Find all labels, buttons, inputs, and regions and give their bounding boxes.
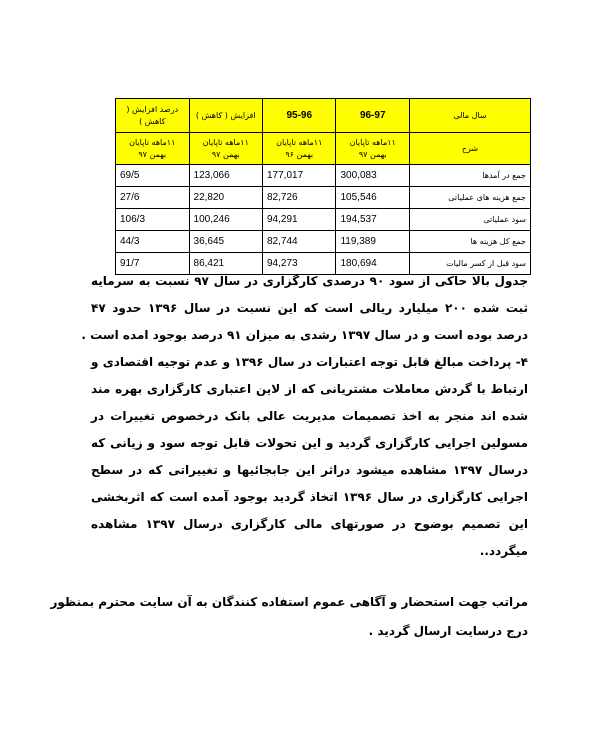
cell-value-95-96: 82,744 xyxy=(263,231,336,253)
text-line: ارتباط با گردش معاملات مشتریانی که از لاین اعتباری کارگزاری بهره مند xyxy=(91,382,528,396)
header-change: افزایش ( کاهش ) xyxy=(189,99,262,133)
cell-change: 86,421 xyxy=(189,253,262,275)
text-line: این تصمیم بوضوح در صورتهای مالی کارگزاری درسال ۱۳۹۷ مشاهده xyxy=(91,517,528,531)
text-line: میگردد.. xyxy=(479,544,528,558)
cell-value-96-97: 119,389 xyxy=(336,231,409,253)
table-row xyxy=(116,165,531,187)
subheader-period-96: ۱۱ماهه تاپایان بهمن ۹۶ xyxy=(263,133,336,165)
text-line: درصد بوده است و در سال ۱۳۹۷ رشدی به میزان ۹۱ درصد بوجود امده است . xyxy=(81,328,528,342)
text-line: مسولین اجرایی کارگزاری گردید و این تحولات قابل توجه سود و زیانی که xyxy=(91,436,528,450)
cell-change: 123,066 xyxy=(189,165,262,187)
row-label: جمع کل هزینه ها xyxy=(409,231,530,253)
cell-percent: 44/3 xyxy=(116,231,190,253)
table-row xyxy=(116,209,531,231)
text-line: ثبت شده ۲۰۰ میلیارد ریالی است که این نسبت در سال ۱۳۹۶ حدود ۴۷ xyxy=(91,301,528,315)
cell-change: 100,246 xyxy=(189,209,262,231)
paragraph-closing xyxy=(50,588,528,646)
cell-value-95-96: 94,273 xyxy=(263,253,336,275)
subheader-percent-period: ۱۱ماهه تاپایان بهمن ۹۷ xyxy=(116,133,190,165)
text-line: درسال ۱۳۹۷ مشاهده میشود دراثر این جابجائیها و تغییراتی که در سطح xyxy=(91,463,528,477)
table-header-row xyxy=(116,99,531,133)
header-fiscal-year: سال مالی xyxy=(409,99,530,133)
cell-percent: 27/6 xyxy=(116,187,190,209)
subheader-period-97: ۱۱ماهه تاپایان بهمن ۹۷ xyxy=(336,133,409,165)
text-line: جدول بالا حاکی از سود ۹۰ درصدی کارگزاری در سال ۹۷ نسبت به سرمایه xyxy=(91,274,528,288)
cell-percent: 69/5 xyxy=(116,165,190,187)
row-label: جمع هزینه های عملیاتی xyxy=(409,187,530,209)
paragraph-analysis xyxy=(81,268,528,565)
text-line: شده اند منجر به اخذ تصمیمات مدیریت عالی بانک درخصوص تغییرات در xyxy=(91,409,528,423)
cell-value-96-97: 194,537 xyxy=(336,209,409,231)
text-line: اجرایی کارگزاری در سال ۱۳۹۶ اتخاذ گردید بوجود آمده است که اثربخشی xyxy=(91,490,528,504)
cell-value-96-97: 180,694 xyxy=(336,253,409,275)
row-label: سود عملیاتی xyxy=(409,209,530,231)
text-line: درج درسایت ارسال گردید . xyxy=(368,624,528,638)
table-subheader-row xyxy=(116,133,531,165)
header-period-96-97: 96-97 xyxy=(336,99,409,133)
cell-value-96-97: 300,083 xyxy=(336,165,409,187)
financial-table xyxy=(115,98,531,275)
cell-percent: 91/7 xyxy=(116,253,190,275)
cell-percent: 106/3 xyxy=(116,209,190,231)
cell-value-95-96: 94,291 xyxy=(263,209,336,231)
row-label: جمع در آمدها xyxy=(409,165,530,187)
cell-value-95-96: 177,017 xyxy=(263,165,336,187)
header-change-percent: درصد افزایش ( کاهش ) xyxy=(116,99,190,133)
table-row xyxy=(116,187,531,209)
cell-change: 22,820 xyxy=(189,187,262,209)
row-label: سود قبل از کسر مالیات xyxy=(409,253,530,275)
cell-value-96-97: 105,546 xyxy=(336,187,409,209)
subheader-change-period: ۱۱ماهه تاپایان بهمن ۹۷ xyxy=(189,133,262,165)
header-period-95-96: 95-96 xyxy=(263,99,336,133)
cell-value-95-96: 82,726 xyxy=(263,187,336,209)
text-line: مراتب جهت استحضار و آگاهی عموم استفاده کنندگان به آن سایت محترم بمنظور xyxy=(50,595,528,609)
text-line: ۴- پرداخت مبالغ قابل توجه اعتبارات در سال ۱۳۹۶ و عدم توجیه اقتصادی و xyxy=(91,355,528,369)
table-row xyxy=(116,231,531,253)
header-description: شرح xyxy=(409,133,530,165)
cell-change: 36,645 xyxy=(189,231,262,253)
